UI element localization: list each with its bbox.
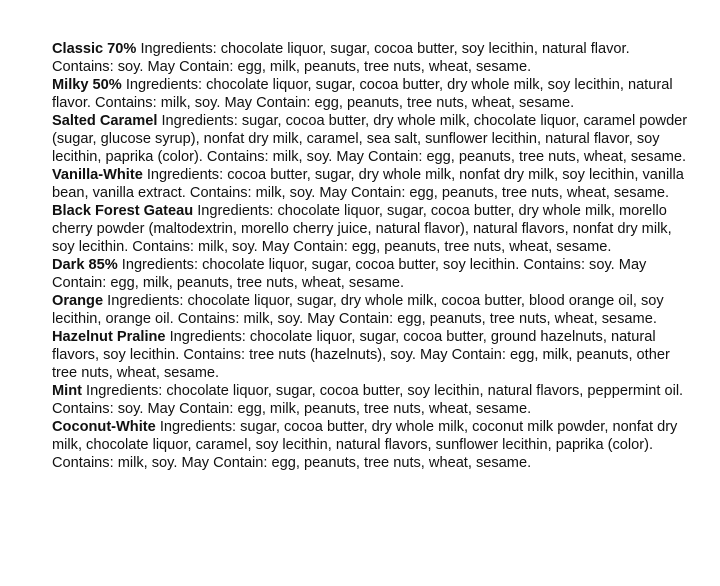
product-ingredients: Ingredients: chocolate liquor, sugar, cocoa butter, ground hazelnuts, natural flavors, soy lecithin. Contains: tree nuts (hazelnuts), soy. May Contain: egg, milk, peanuts, other tree nuts, wheat, sesame. — [52, 329, 670, 381]
product-entry-vanilla-white — [52, 166, 692, 202]
product-name: Coconut-White — [52, 419, 156, 435]
product-name: Vanilla-White — [52, 167, 143, 183]
product-ingredients: Ingredients: chocolate liquor, sugar, cocoa butter, soy lecithin. Contains: soy. May Contain: egg, milk, peanuts, tree nuts, wheat, sesame. — [52, 257, 647, 291]
product-name: Milky 50% — [52, 77, 122, 93]
product-entry-black-forest-gateau — [52, 202, 692, 256]
product-entry-classic-70 — [52, 40, 692, 76]
product-name: Salted Caramel — [52, 113, 158, 129]
product-entry-mint — [52, 382, 692, 418]
product-entry-orange — [52, 292, 692, 328]
product-entry-dark-85 — [52, 256, 692, 292]
product-ingredients: Ingredients: chocolate liquor, sugar, cocoa butter, soy lecithin, natural flavor. Contains: soy. May Contain: egg, milk, peanuts, tree nuts, wheat, sesame. — [52, 41, 630, 75]
product-name: Orange — [52, 293, 104, 309]
product-entry-salted-caramel — [52, 112, 692, 166]
product-ingredients: Ingredients: chocolate liquor, sugar, cocoa butter, soy lecithin, natural flavors, peppermint oil. Contains: soy. May Contain: egg, milk, peanuts, tree nuts, wheat, sesame. — [52, 383, 684, 417]
product-name: Classic 70% — [52, 41, 137, 57]
product-ingredients: Ingredients: chocolate liquor, sugar, cocoa butter, dry whole milk, morello cherry powder (maltodextrin, morello cherry juice, natural flavor), natural flavors, nonfat dry milk, soy lecithin. Contains: milk, soy. May Contain: egg, peanuts, tree nuts, wheat, sesame. — [52, 203, 672, 255]
product-name: Hazelnut Praline — [52, 329, 166, 345]
product-ingredients: Ingredients: chocolate liquor, sugar, dry whole milk, cocoa butter, blood orange oil, soy lecithin, orange oil. Contains: milk, soy. May Contain: egg, peanuts, tree nuts, wheat, sesame. — [52, 293, 664, 327]
product-ingredients: Ingredients: sugar, cocoa butter, dry whole milk, chocolate liquor, caramel powder (sugar, glucose syrup), nonfat dry milk, caramel, sea salt, sunflower lecithin, natural flavor, soy lecithin, paprika (color). Contains: milk, soy. May Contain: egg, peanuts, tree nuts, wheat, sesame. — [52, 113, 688, 165]
product-name: Mint — [52, 383, 82, 399]
product-ingredients: Ingredients: cocoa butter, sugar, dry whole milk, nonfat dry milk, soy lecithin, vanilla bean, vanilla extract. Contains: milk, soy. May Contain: egg, peanuts, tree nuts, wheat, sesame. — [52, 167, 684, 201]
ingredients-document — [52, 40, 692, 472]
product-entry-coconut-white — [52, 418, 692, 472]
product-ingredients: Ingredients: sugar, cocoa butter, dry whole milk, coconut milk powder, nonfat dry milk, chocolate liquor, caramel, soy lecithin, natural flavors, sunflower lecithin, paprika (color). Contains: milk, soy. May Contain: egg, peanuts, tree nuts, wheat, sesame. — [52, 419, 678, 471]
product-ingredients: Ingredients: chocolate liquor, sugar, cocoa butter, dry whole milk, soy lecithin, natural flavor. Contains: milk, soy. May Contain: egg, peanuts, tree nuts, wheat, sesame. — [52, 77, 673, 111]
product-entry-hazelnut-praline — [52, 328, 692, 382]
product-entry-milky-50 — [52, 76, 692, 112]
product-name: Black Forest Gateau — [52, 203, 194, 219]
product-name: Dark 85% — [52, 257, 118, 273]
